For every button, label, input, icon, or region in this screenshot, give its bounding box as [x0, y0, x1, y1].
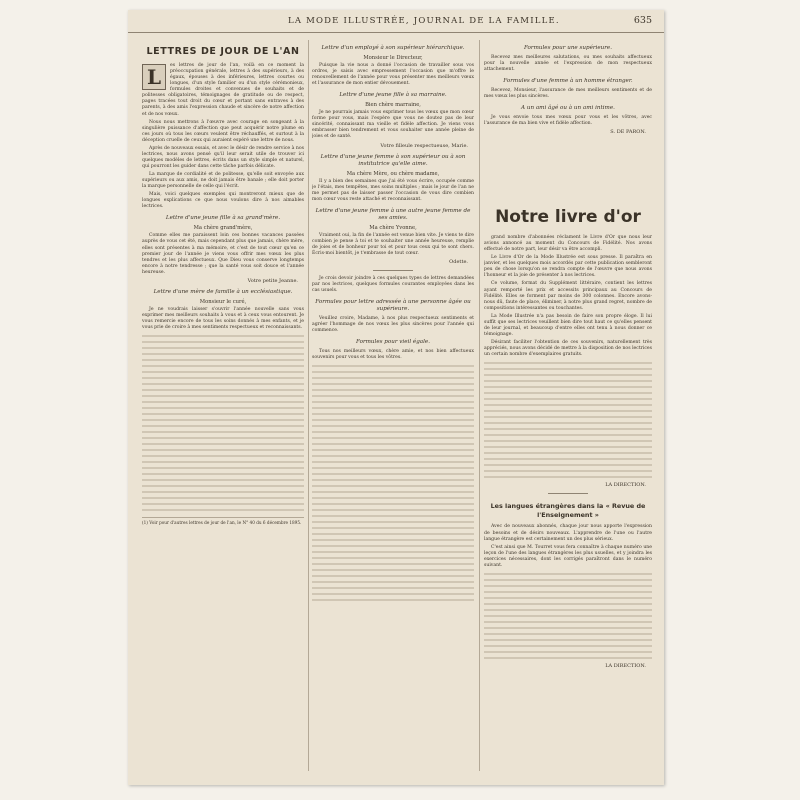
paragraph: Je vous envoie tous mes vœux pour vous et les vôtres, avec l'assurance de ma bien vive et fidèle affection.	[484, 115, 652, 127]
column-left	[142, 40, 304, 771]
letter-heading: Lettre d'une jeune femme à une autre jeune femme de ses amies.	[315, 207, 471, 221]
paragraph: Il y a bien des semaines que j'ai été vous écrire, occupée comme je l'étais, mes tempêtes, mes soins multiples ; mais le jour de l'an ne me permet pas de laisser passer l'occasion de vous dire combien mon cœur vous reste attaché et reconnaissant.	[312, 178, 474, 202]
signature: LA DIRECTION.	[605, 482, 646, 489]
letter-heading: Lettre d'une mère de famille à un ecclésiastique.	[153, 288, 293, 295]
text-lines	[484, 573, 652, 659]
separator	[548, 493, 588, 494]
signature: LA DIRECTION.	[605, 662, 646, 669]
footnote: (1) Voir pour d'autres lettres de jour de l'an, le N° 40 du 6 décembre 1895.	[142, 517, 304, 525]
letter-heading: Formules d'une femme à un homme étranger.	[503, 78, 633, 85]
salutation: Ma chère Mère, ou chère madame,	[346, 170, 440, 177]
letter-heading: Formules pour une supérieure.	[523, 45, 613, 51]
column-divider	[479, 40, 480, 771]
letter-heading: Lettre d'une jeune fille à sa marraine.	[339, 92, 447, 99]
paragraph: grand nombre d'abonnées réclament le Livre d'Or que nous leur avions annoncé au moment du Concours de Fidélité. Nos avons effectué de notre part, leur désir va être accompli.	[484, 235, 652, 253]
paragraph: La Mode Illustrée n'a pas besoin de faire son propre éloge. Il lui suffit que ses lectrices veuillent bien dire tout haut ce qu'elles pensent de leur journal, et beaucoup d'entre elles ont tenu à nous donner ce témoignage.	[484, 313, 652, 337]
letter-heading: Formules pour vieil égale.	[356, 339, 430, 346]
letter-heading: A un ami âgé ou à un ami intime.	[521, 105, 615, 112]
salutation: Bien chère marraine,	[365, 102, 421, 109]
paragraph: Le Livre d'Or de la Mode Illustrée est sous presse. Il paraîtra en janvier, et les quelques mois accordés par cette publication sembleront peu de chose lorsqu'on se rendra compte de l'œuvre que nous avons l'honneur et la joie de présenter à nos lectrices.	[484, 255, 652, 279]
paragraph: Recevez, Monsieur, l'assurance de mes meilleurs sentiments et de mes vœux les plus sincères.	[484, 88, 652, 100]
page-number: 635	[633, 15, 652, 26]
section-heading: Les langues étrangères dans la « Revue de l'Enseignement »	[490, 502, 646, 519]
paragraph: Après de nouveaux essais, et avec le désir de rendre service à nos lectrices, nous avons pensé qu'il leur serait utile de trouver ici quelques modèles de lettres, écrits dans un style simple et naturel, qui pourront les guider dans cette tâche parfois délicate.	[142, 145, 304, 169]
paragraph: Veuillez croire, Madame, à nos plus respectueux sentiments et agréer l'hommage de nos vœux les plus sincères pour l'année qui commence.	[312, 316, 474, 334]
column-middle	[312, 40, 474, 771]
salutation: Ma chère grand'mère,	[193, 225, 253, 232]
signature: Votre petite Jeanne.	[247, 277, 298, 284]
section-title: Notre livre d'or	[495, 207, 641, 227]
paragraph: C'est ainsi que M. Tourret vous fera connaître à chaque numéro une leçon de l'une des langues étrangères les plus usuelles, et y joindra les exercices nécessaires, dont les corrigés paraîtront dans le numéro suivant.	[484, 544, 652, 568]
paragraph: Je ne pourrais jamais vous exprimer tous les vœux que mon cœur forme pour vous, mais l'espère que vous ne doutez pas de leur sincérité, connaissant ma vieille et fidèle affection. Je viens vous embrasser bien tendrement et vous souhaiter une année pleine de joies et de santé.	[312, 110, 474, 140]
paragraph: Tous nos meilleurs vœux, chère amie, et nos bien affectueux souvenirs pour vous et tous les vôtres.	[312, 349, 474, 361]
paragraph: Vraiment oui, la fin de l'année est venue bien vite. Je viens te dire combien je pense à toi et te souhaiter une année heureuse, remplie de joies et de bonheur pour toi et pour tous ceux qui te sont chers. Écris-moi bientôt, je t'embrasse de tout cœur.	[312, 232, 474, 256]
paragraph: Avec de nouveaux abonnés, chaque jour nous apporte l'expression de besoins et de désirs nouveaux. L'apprendre de l'une ou l'autre langue étrangère est certainement un des plus sérieux.	[484, 524, 652, 542]
paragraph: Je ne voudrais laisser s'ouvrir l'année nouvelle sans vous exprimer mes meilleurs souhaits à vous et à ceux vous entourent. Je vous remercie encore de tous les soins donnés à mes enfants, et je vous prie de croire à mes sentiments respectueux et reconnaissants.	[142, 306, 304, 331]
page-header	[128, 10, 664, 33]
paragraph: Comme elles me paraissent loin ces bonnes vacances passées auprès de vous cet été, mais cependant plus que jamais, chère mère, elles sont présentes à ma mémoire, et c'est de tout cœur qu'en ce premier jour de l'année je viens vous offrir mes vœux les plus tendres et les plus affectueux. Que Dieu vous conserve longtemps encore à notre tendresse ; que la santé vous soit douce et l'année heureuse.	[142, 233, 304, 275]
letter-heading: Lettre d'une jeune fille à sa grand'mère.	[165, 215, 281, 222]
paragraph: Puisque la vie nous a donné l'occasion de travailler sous vos ordres, je saisis avec empressement l'occasion que m'offre le renouvellement de l'année pour vous présenter mes meilleurs vœux et l'assurance de mon entier dévouement.	[312, 62, 474, 87]
running-title: LA MODE ILLUSTRÉE, JOURNAL DE LA FAMILLE.	[288, 16, 560, 26]
paragraph: Mais, voici quelques exemples qui montreront mieux que de longues explications ce que nous voulons dire à nos aimables lectrices.	[142, 192, 304, 210]
intro-paragraph	[142, 63, 304, 118]
salutation: Monsieur le curé,	[199, 298, 247, 305]
paragraph: Désirant faciliter l'obtention de ces souvenirs, naturellement très appréciés, nous avons décidé de mettre à la disposition de nos lectrices un certain nombre d'exemplaires gratuits.	[484, 340, 652, 358]
paragraph: La marque de cordialité et de politesse, qu'elle soit envoyée aux supérieurs ou aux amis, ne doit jamais être banale ; elle doit porter la marque personnelle de celle qui l'écrit.	[142, 172, 304, 190]
paragraph: es lettres de jour de l'an, voilà en ce moment la préoccupation générale, lettres à des supérieurs, à des égaux, épouses à des inférieures, lettres courtes ou longues, d'un style familier ou d'un style cérémonieux, formules droites et convenues de souhaits et de politesses obligatoires, témoignages de gratitude ou de respect, pages tracées tout droit du cœur et portant sans entraves à des parents, à des amis l'expression chaude et sincère de notre affection et de nos vœux.	[142, 63, 304, 117]
paragraph: Nous nous mettrons à l'œuvre avec courage en songeant à la singulière puissance d'affection que peut acquérir notre plume en ces jours où tous les cœurs veulent être réchauffés, et surtout à la déception cruelle de ceux qui auraient espéré une lettre de nous.	[142, 119, 304, 143]
letter-heading: Lettre d'une jeune femme à son supérieur ou à son institutrice qu'elle aime.	[320, 153, 466, 167]
newspaper-page	[128, 10, 664, 785]
text-lines	[142, 335, 304, 511]
text-lines	[312, 365, 474, 601]
signature: Votre filleule respectueuse, Marie.	[380, 142, 468, 149]
salutation: Ma chère Yvonne,	[369, 224, 417, 231]
signature: Odette.	[449, 258, 468, 265]
letter-heading: Formules pour lettre adressée à une personne âgée ou supérieure.	[315, 299, 471, 313]
column-divider	[308, 40, 309, 771]
paragraph: Recevez mes meilleures salutations, ou mes souhaits affectueux pour la nouvelle année et l'expression de mon respectueux attachement.	[484, 54, 652, 73]
letter-heading: Lettre d'un employé à son supérieur hiérarchique.	[321, 45, 465, 51]
paragraph: Ce volume, format du Supplément littéraire, contient les lettres ayant remporté les prix et accessits principaux au Concours de Fidélité. Elles se forment par moins de 300 colonnes. Encore avons-nous dû, faute de place, éliminer, à notre plus grand regret, nombre de compositions intéressantes ou touchantes.	[484, 281, 652, 311]
signature: S. DE PARON.	[610, 129, 646, 136]
article-title: LETTRES DE JOUR DE L'AN	[146, 46, 300, 57]
column-right-lower	[484, 185, 652, 771]
paragraph: Je crois devoir joindre à ces quelques types de lettres demandées par nos lectrices, quelques formules courantes employées dans les cas usuels.	[312, 275, 474, 294]
separator	[373, 270, 413, 271]
salutation: Monsieur le Directeur,	[363, 54, 423, 61]
text-lines	[484, 362, 652, 478]
drop-cap: L	[142, 64, 166, 90]
